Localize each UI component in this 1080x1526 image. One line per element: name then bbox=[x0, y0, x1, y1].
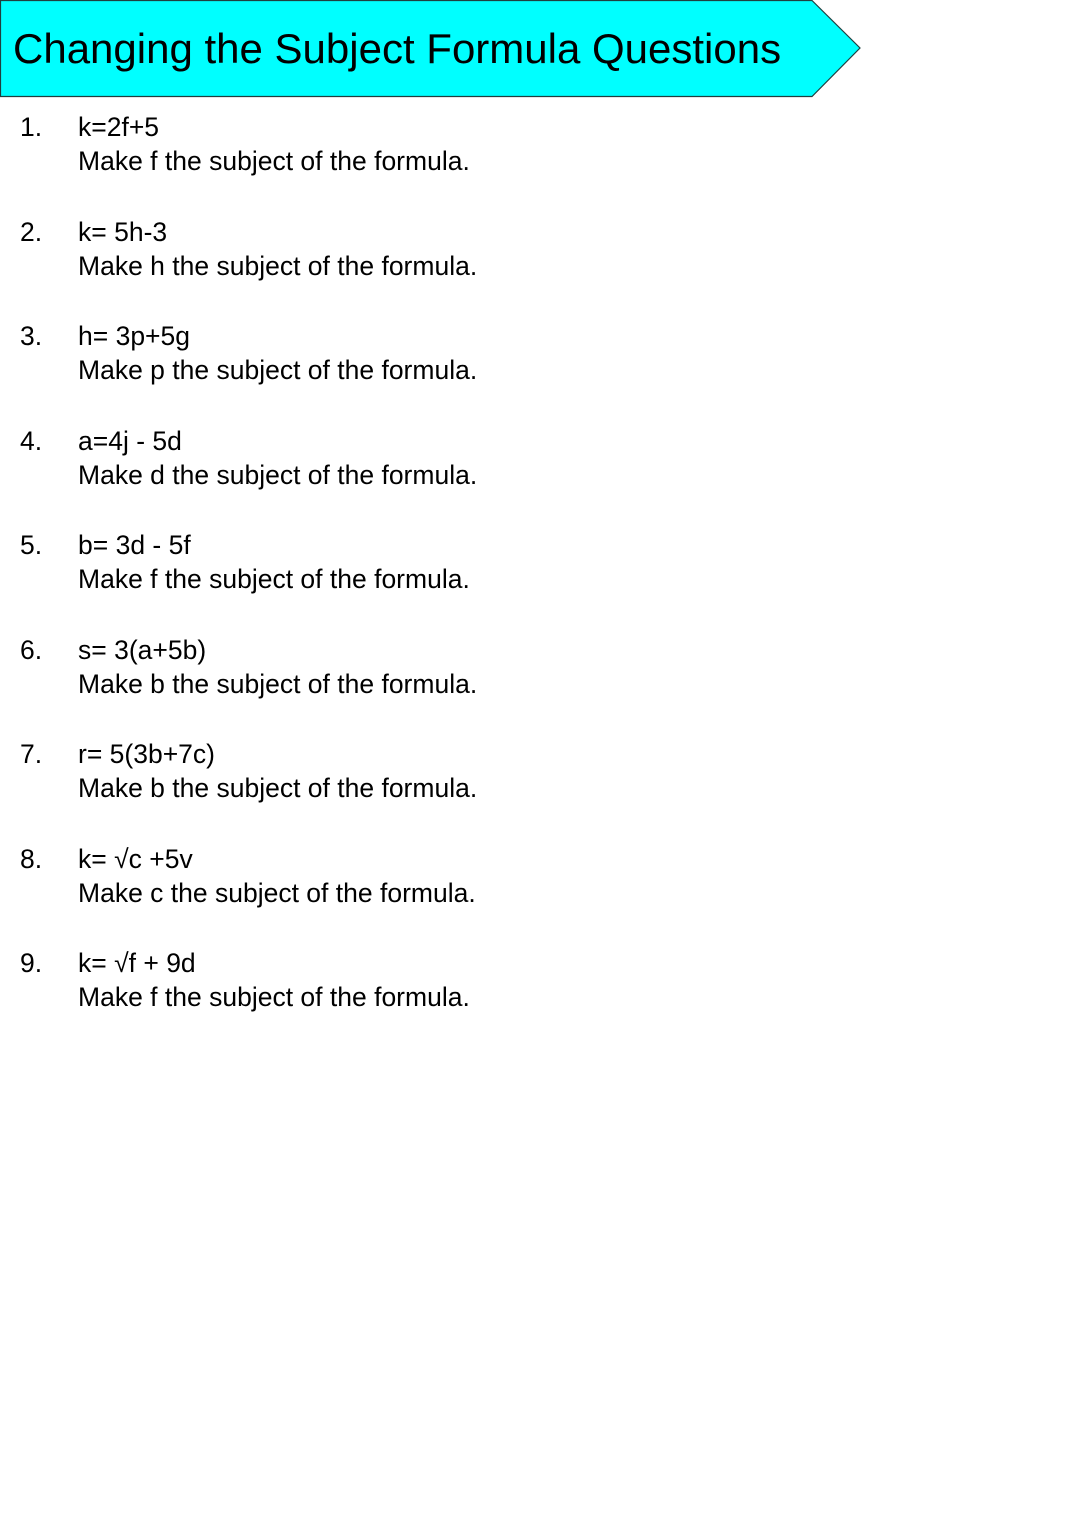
question-item-5 bbox=[0, 528, 900, 608]
question-instruction: Make f the subject of the formula. bbox=[78, 982, 470, 1012]
question-formula: k= 5h-3 bbox=[78, 217, 168, 247]
question-number: 8. bbox=[20, 844, 43, 874]
question-formula: a=4j - 5d bbox=[78, 426, 182, 456]
question-instruction: Make b the subject of the formula. bbox=[78, 773, 478, 803]
question-instruction: Make h the subject of the formula. bbox=[78, 251, 478, 281]
question-number: 7. bbox=[20, 739, 43, 769]
question-formula: k= √c +5v bbox=[78, 844, 193, 874]
question-instruction: Make p the subject of the formula. bbox=[78, 355, 478, 385]
question-instruction: Make f the subject of the formula. bbox=[78, 564, 470, 594]
question-number: 3. bbox=[20, 321, 43, 351]
question-instruction: Make b the subject of the formula. bbox=[78, 669, 478, 699]
question-formula: r= 5(3b+7c) bbox=[78, 739, 215, 769]
question-formula: b= 3d - 5f bbox=[78, 530, 191, 560]
question-number: 1. bbox=[20, 112, 43, 142]
question-number: 6. bbox=[20, 635, 43, 665]
question-formula: k=2f+5 bbox=[78, 112, 160, 142]
title-banner bbox=[0, 0, 862, 98]
question-item-7 bbox=[0, 737, 900, 817]
question-instruction: Make f the subject of the formula. bbox=[78, 146, 470, 176]
question-formula: k= √f + 9d bbox=[78, 948, 196, 978]
question-item-3 bbox=[0, 319, 900, 399]
question-item-1 bbox=[0, 110, 900, 190]
question-formula: s= 3(a+5b) bbox=[78, 635, 207, 665]
question-item-9 bbox=[0, 946, 900, 1026]
question-item-8 bbox=[0, 842, 900, 922]
question-instruction: Make d the subject of the formula. bbox=[78, 460, 478, 490]
question-item-4 bbox=[0, 424, 900, 504]
question-formula: h= 3p+5g bbox=[78, 321, 191, 351]
question-number: 4. bbox=[20, 426, 43, 456]
question-item-2 bbox=[0, 215, 900, 295]
page-title: Changing the Subject Formula Questions bbox=[13, 25, 782, 72]
question-instruction: Make c the subject of the formula. bbox=[78, 878, 476, 908]
question-number: 5. bbox=[20, 530, 43, 560]
question-item-6 bbox=[0, 633, 900, 713]
question-number: 2. bbox=[20, 217, 43, 247]
question-number: 9. bbox=[20, 948, 43, 978]
